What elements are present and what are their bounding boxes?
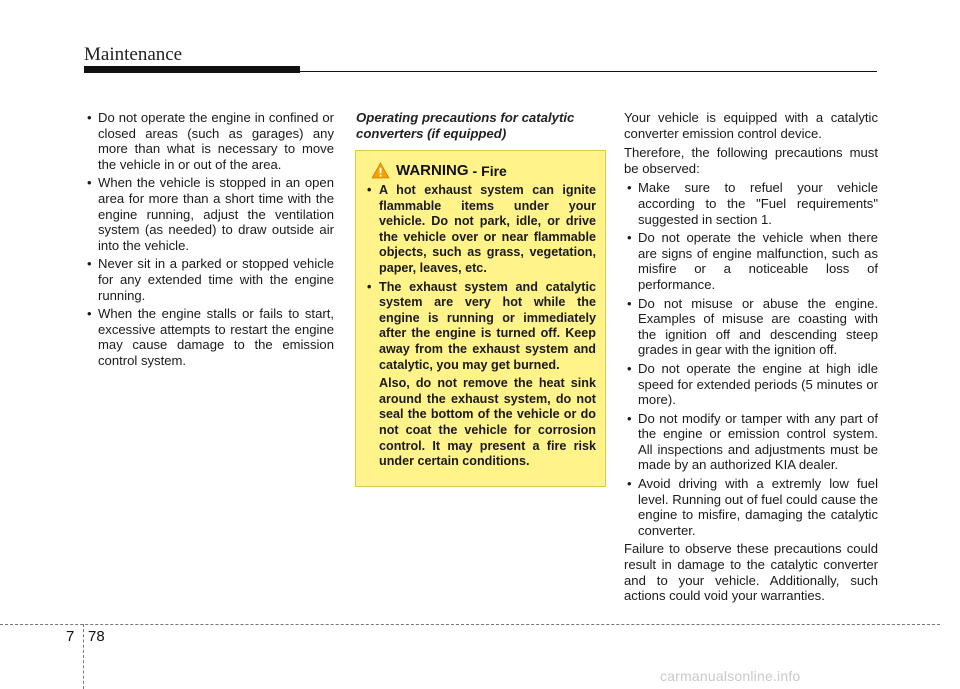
intro-paragraph: Your vehicle is equipped with a catalytic converter emission control device. — [624, 110, 878, 141]
chapter-number: 7 — [66, 628, 75, 645]
header-rule — [300, 71, 877, 72]
left-bullet-list — [84, 110, 334, 369]
warning-topic: Fire — [481, 162, 507, 179]
list-item: • Make sure to refuel your vehicle according to the "Fuel requirements" suggested in section 1. — [624, 180, 878, 227]
footer-rule — [0, 624, 940, 625]
list-item: • Do not misuse or abuse the engine. Examples of misuse are coasting with the ignition off and descending steep grades in gear with the ignition off. — [624, 296, 878, 358]
header-title: Maintenance — [84, 44, 183, 65]
lead-paragraph: Therefore, the following precautions must be observed: — [624, 145, 878, 176]
left-column — [84, 110, 334, 372]
warning-bullet-list — [365, 183, 596, 373]
watermark: carmanualsonline.info — [660, 668, 801, 684]
list-item: • Do not operate the vehicle when there are signs of engine malfunction, such as misfire or a noticeable loss of performance. — [624, 230, 878, 292]
warning-separator: - — [472, 162, 478, 179]
section-subtitle: Operating precautions for catalytic converters (if equipped) — [356, 110, 575, 141]
closing-paragraph: Failure to observe these precautions could result in damage to the catalytic converter and to your vehicle. Additionally, such actions could void your warranties. — [624, 541, 878, 604]
warning-label: WARNING — [396, 162, 469, 179]
middle-column — [356, 110, 608, 141]
list-item: • When the vehicle is stopped in an open area for more than a short time with the engine running, adjust the ventilation system (as needed) to draw outside air into the vehicle. — [84, 175, 334, 253]
list-item: • Do not operate the engine in confined or closed areas (such as garages) any more than what is necessary to move the vehicle in or out of the area. — [84, 110, 334, 172]
list-item: • Do not operate the engine at high idle speed for extended periods (5 minutes or more). — [624, 361, 878, 408]
right-column — [624, 110, 878, 608]
list-item: • Do not modify or tamper with any part of the engine or emission control system. All inspections and adjustments must be made by an authorized KIA dealer. — [624, 411, 878, 473]
right-bullet-list — [624, 180, 878, 538]
page-number: 78 — [88, 628, 105, 645]
warning-triangle-icon — [371, 162, 390, 179]
warning-extra-text: Also, do not remove the heat sink around the exhaust system, do not seal the bottom of the vehicle or do not coat the vehicle for corrosion control. It may present a fire risk under certain conditions. — [379, 376, 596, 469]
list-item: • Never sit in a parked or stopped vehicle for any extended time with the engine running. — [84, 256, 334, 303]
list-item: • The exhaust system and catalytic system are very hot while the engine is running or immediately after the engine is turned off. Keep away from the exhaust system and catalytic, you may get burned. — [365, 280, 596, 374]
warning-header — [371, 162, 596, 179]
list-item: • When the engine stalls or fails to start, excessive attempts to restart the engine may cause damage to the emission control system. — [84, 306, 334, 368]
list-item: • Avoid driving with a extremly low fuel level. Running out of fuel could cause the engine to misfire, damaging the catalytic converter. — [624, 476, 878, 538]
warning-box — [355, 150, 606, 487]
list-item: • A hot exhaust system can ignite flammable items under your vehicle. Do not park, idle, or drive the vehicle over or near flammable objects, such as grass, vegetation, paper, leaves, etc. — [365, 183, 596, 277]
footer-divider — [83, 624, 84, 689]
header-bar — [84, 66, 300, 73]
